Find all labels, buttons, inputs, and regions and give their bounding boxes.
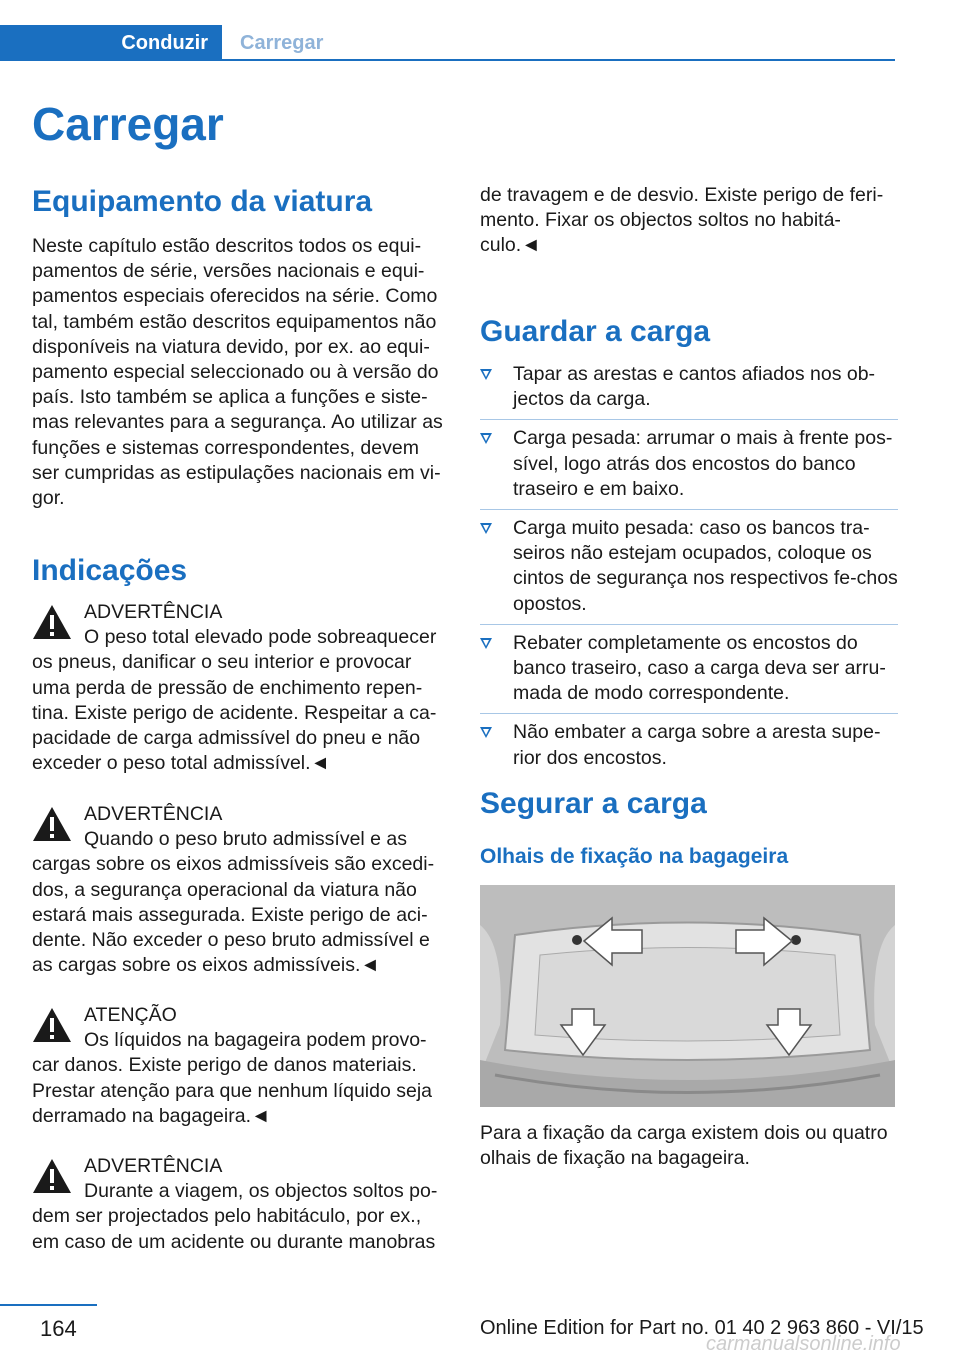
list-item: Rebater completamente os encostos do banco traseiro, caso a carga deva ser arru-mada de modo correspondente. bbox=[480, 631, 898, 715]
page-number: 164 bbox=[40, 1316, 77, 1341]
warning-triangle-icon bbox=[32, 806, 72, 842]
warning-text: Quando o peso bruto admissível e as cargas sobre os eixos admissíveis são excedi-dos, a segurança operacional da viatura não estará mais assegurada. Existe perigo de aci-dente. Não exceder o peso bruto admissível e as cargas sobre os eixos admissíveis.◄ bbox=[32, 828, 435, 977]
bullet-triangle-icon bbox=[480, 727, 492, 738]
warning-text: Durante a viagem, os objectos soltos po- dem ser projectados pelo habitáculo, por ex., em caso de um acidente ou durante manobras bbox=[32, 1180, 438, 1253]
paragraph-continuation: de travagem e de desvio. Existe perigo de feri-mento. Fixar os objectos soltos no habitá-culo.◄ bbox=[480, 184, 884, 257]
warning-text: Os líquidos na bagageira podem provo- car danos. Existe perigo de danos materiais. Prestar atenção para que nenhum líquido seja derramado na bagageira.◄ bbox=[32, 1029, 433, 1127]
paragraph-equipamento: Neste capítulo estão descritos todos os equi-pamentos de série, versões nacionais e equi-pamentos especiais oferecidos na série. Como tal, também estão descritos equipamentos não disponíveis na viatura devido, por ex. ao equi-pamento especial seleccionado ou à versão do país. Isto também se aplica a funções e siste-mas relevantes para a segurança. Ao utilizar as funções e sistemas correspondentes, devem ser cumpridas as estipulações nacionais em vi-gor. bbox=[32, 235, 443, 510]
trunk-tie-down-illustration bbox=[480, 885, 895, 1107]
footer-rule bbox=[0, 1304, 97, 1306]
warning-block-1 bbox=[32, 600, 450, 776]
warning-title: ATENÇÃO bbox=[84, 1004, 177, 1026]
warning-title: ADVERTÊNCIA bbox=[84, 601, 223, 623]
heading-equipamento: Equipamento da viatura bbox=[32, 185, 373, 218]
bullet-triangle-icon bbox=[480, 369, 492, 380]
warning-text: O peso total elevado pode sobreaquecer os pneus, danificar o seu interior e provocar uma perda de pressão de enchimento repen-tina. Existe perigo de acidente. Respeitar a ca-pacidade de carga admissível do pneu e não exceder o peso total admissível.◄ bbox=[32, 626, 437, 775]
heading-guardar: Guardar a carga bbox=[480, 315, 711, 348]
tab-conduzir[interactable]: Conduzir bbox=[0, 25, 222, 61]
heading-indicacoes: Indicações bbox=[32, 554, 188, 587]
tab-carregar[interactable]: Carregar bbox=[240, 32, 324, 54]
warning-block-4 bbox=[32, 1154, 450, 1255]
bullet-triangle-icon bbox=[480, 433, 492, 444]
warning-block-2 bbox=[32, 802, 450, 978]
heading-segurar: Segurar a carga bbox=[480, 787, 707, 820]
watermark: carmanualsonline.info bbox=[706, 1333, 901, 1355]
warning-triangle-icon bbox=[32, 604, 72, 640]
list-item: Não embater a carga sobre a aresta supe-rior dos encostos. bbox=[480, 720, 898, 777]
warning-block-3 bbox=[32, 1003, 450, 1129]
chapter-title: Carregar bbox=[32, 98, 224, 150]
list-item: Tapar as arestas e cantos afiados nos ob-jectos da carga. bbox=[480, 362, 898, 420]
list-item: Carga pesada: arrumar o mais à frente pos-sível, logo atrás dos encostos do banco traseiro e em baixo. bbox=[480, 426, 898, 510]
warning-title: ADVERTÊNCIA bbox=[84, 803, 223, 825]
warning-title: ADVERTÊNCIA bbox=[84, 1155, 223, 1177]
bullet-triangle-icon bbox=[480, 638, 492, 649]
warning-triangle-icon bbox=[32, 1158, 72, 1194]
list-item: Carga muito pesada: caso os bancos tra-seiros não estejam ocupados, coloque os cintos de segurança nos respectivos fe-chos opostos. bbox=[480, 516, 898, 625]
bullet-list bbox=[480, 362, 898, 784]
bullet-triangle-icon bbox=[480, 523, 492, 534]
warning-triangle-icon bbox=[32, 1007, 72, 1043]
edition-text: Online Edition for Part no. 01 40 2 963 860 - VI/15 bbox=[480, 1317, 924, 1339]
heading-olhais: Olhais de fixação na bagageira bbox=[480, 845, 789, 868]
paragraph-olhais: Para a fixação da carga existem dois ou quatro olhais de fixação na bagageira. bbox=[480, 1122, 888, 1170]
header-rule bbox=[222, 59, 895, 61]
